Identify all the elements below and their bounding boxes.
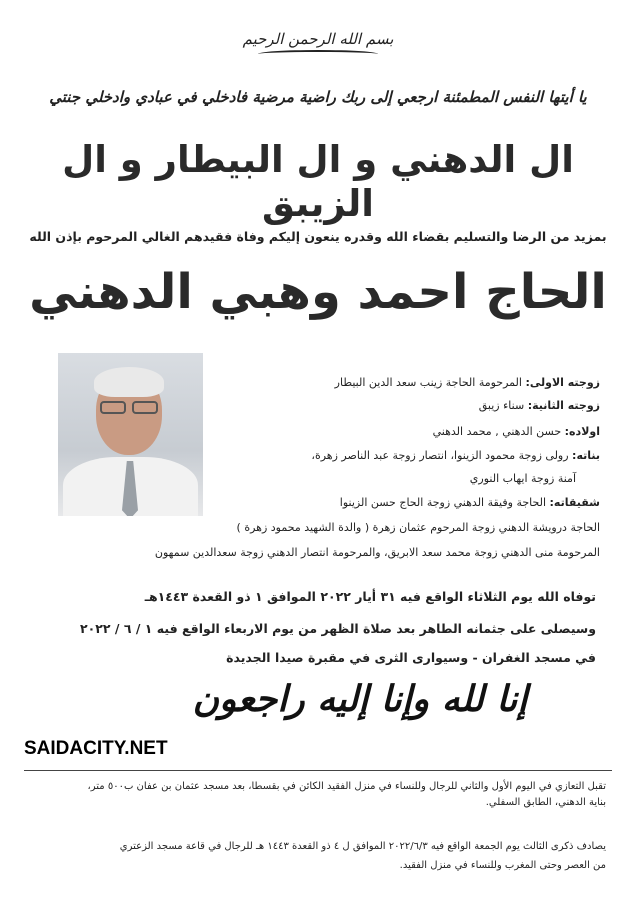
announcement-line: بمزيد من الرضا والتسليم بقضاء الله وقدره ينعون إليكم وفاة فقيدهم الغالي المرحوم بإذن الله (29, 229, 607, 244)
condolences-line-1: تقبل التعازي في اليوم الأول والثاني للرجال وللنساء في منزل الفقيد الكائن في بقسطا، بعد مسجد عثمان بن عفان ب٥٠٠ متر، (87, 781, 606, 792)
sons-label: اولاده: (564, 425, 600, 438)
sisters-row-3: المرحومة منى الدهني زوجة محمد سعد الابريق، والمرحومة انتصار الدهني زوجة سعدالدين سمهون (154, 546, 600, 559)
basmala-flourish (258, 50, 378, 58)
basmala (0, 30, 636, 58)
wife2-row (479, 399, 600, 412)
memorial-line-2: من العصر وحتى المغرب وللنساء في منزل الفقيد. (399, 860, 606, 871)
calligraphy-verse: إنا لله وإنا إليه راجعون (192, 678, 528, 720)
daughters-label: بناته: (572, 449, 600, 462)
burial-line: في مسجد الغفران - وسيوارى الثرى في مقبرة صيدا الجديدة (226, 650, 596, 665)
daughters-row-2: آمنة زوجة ايهاب النوري (469, 472, 576, 485)
funeral-prayer-line: وسيصلى على جثمانه الطاهر بعد صلاة الظهر من يوم الاربعاء الواقع فيه ١ / ٦ / ٢٠٢٢ (80, 621, 596, 636)
photo-hair (94, 367, 164, 397)
wife1-row (335, 376, 600, 389)
deceased-name: الحاج احمد وهبي الدهني (29, 264, 607, 320)
site-logo: SAIDACITY.NET (24, 738, 168, 759)
wife1-value: المرحومة الحاجة زينب سعد الدين البيطار (334, 376, 522, 389)
wife2-label: زوجته الثانية: (527, 399, 600, 412)
sons-row (433, 425, 600, 438)
sons-value: حسن الدهني , محمد الدهني (432, 425, 562, 438)
photo-glasses (98, 401, 160, 415)
death-date-line: توفاه الله يوم الثلاثاء الواقع فيه ٣١ أيار ٢٠٢٢ الموافق ١ ذو القعدة ١٤٤٣هـ (144, 589, 596, 604)
divider-line (24, 770, 612, 771)
wife1-label: زوجته الاولى: (525, 376, 600, 389)
sisters-row (340, 496, 600, 509)
basmala-text: بسم الله الرحمن الرحيم (242, 30, 394, 48)
daughters-value-1: رولى زوجة محمود الزينوا، انتصار زوجة عبد الناصر زهرة، (311, 449, 569, 462)
memorial-line-1: يصادف ذكرى الثالث يوم الجمعة الواقع فيه ٢٠٢٢/٦/٣ الموافق ل ٤ ذو القعدة ١٤٤٣ هـ للرجال في قاعة مسجد الزعتري (119, 841, 606, 852)
sisters-value-1: الحاجة وفيقة الدهني زوجة الحاج حسن الزينوا (339, 496, 547, 509)
sisters-label: شقيقاته: (549, 496, 600, 509)
wife2-value: سناء زيبق (478, 399, 525, 412)
families-heading: ال الدهني و ال البيطار و ال الزيبق (62, 138, 574, 226)
daughters-row (311, 449, 600, 462)
quran-verse: يا أيتها النفس المطمئنة ارجعي إلى ربك راضية مرضية فادخلي في عبادي وادخلي جنتي (49, 88, 587, 106)
deceased-photo (58, 353, 203, 516)
condolences-line-2: بناية الدهني، الطابق السفلي. (485, 797, 606, 808)
sisters-row-2: الحاجة درويشة الدهني زوجة المرحوم عثمان زهرة ( والدة الشهيد محمود زهرة ) (236, 521, 600, 534)
